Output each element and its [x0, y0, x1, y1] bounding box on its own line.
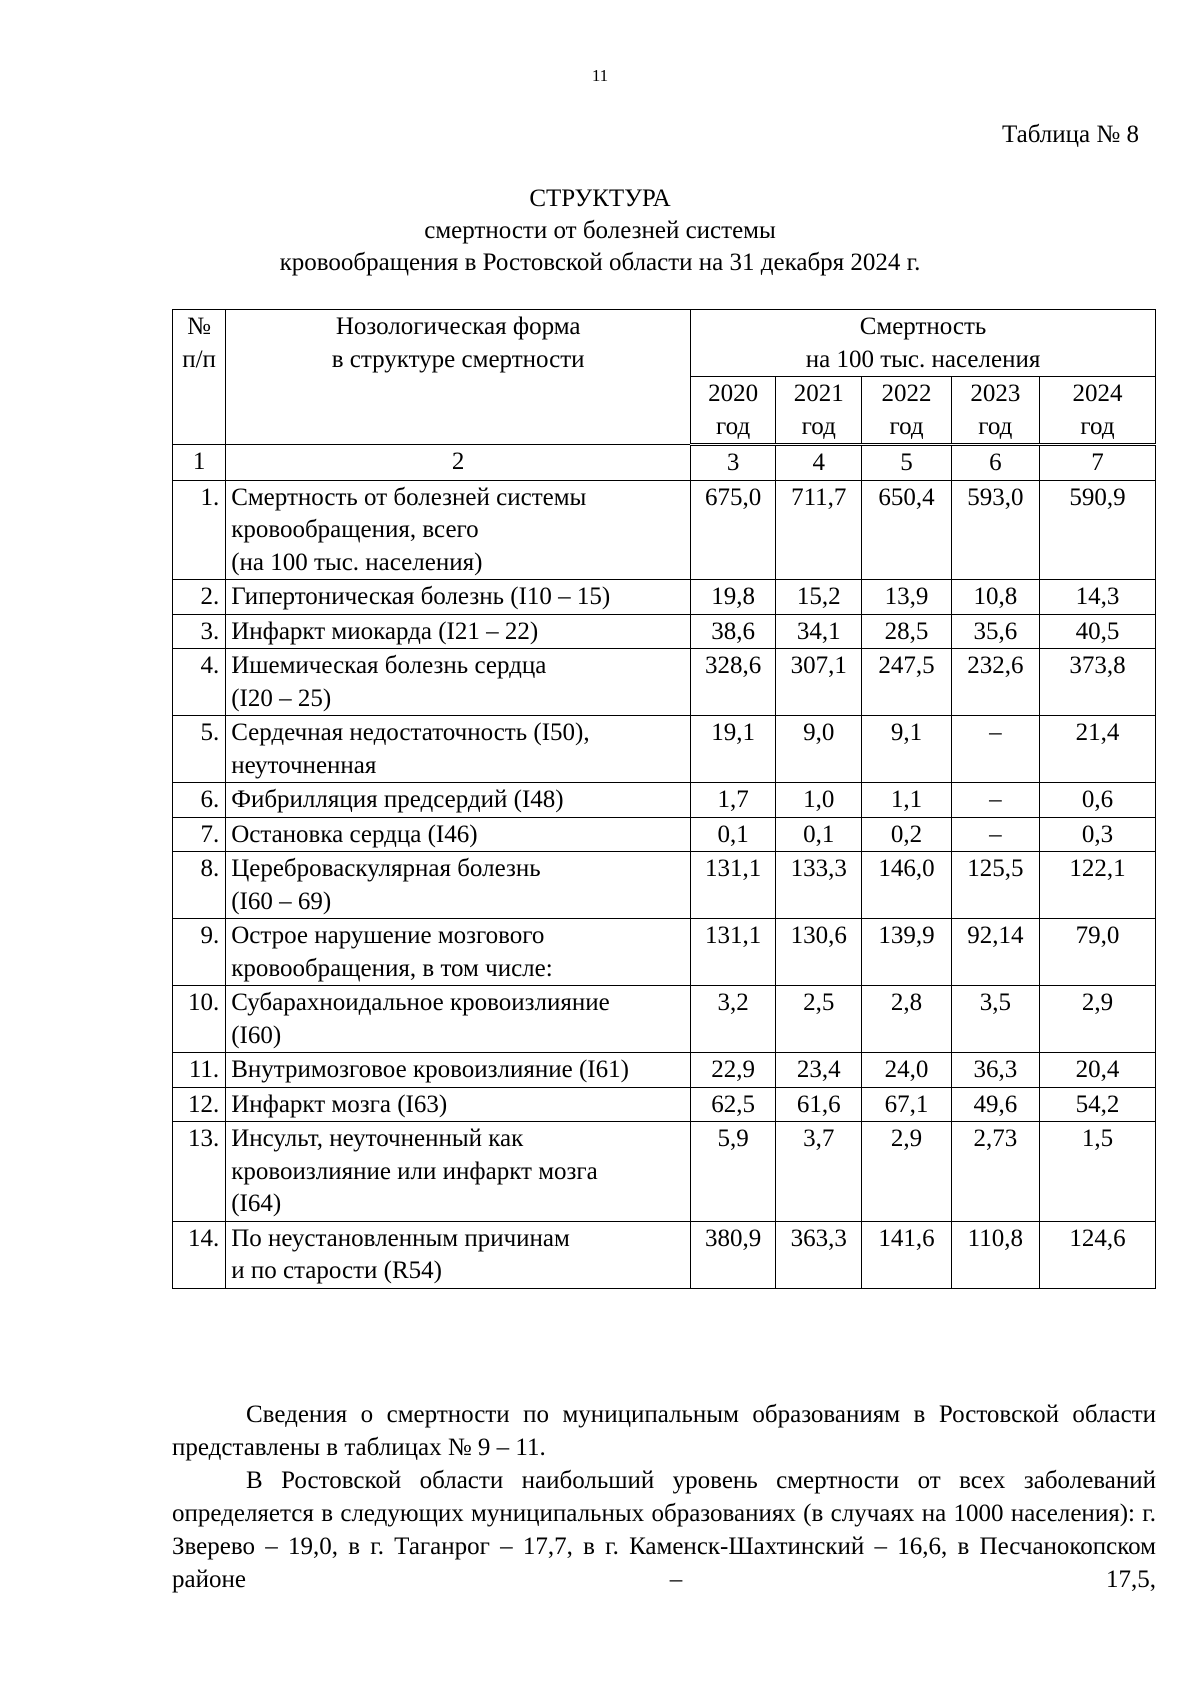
row-name [226, 1122, 691, 1222]
header-year: 2021 [793, 380, 844, 407]
header-mortality-line-1: Смертность [859, 313, 987, 340]
value-cell: 110,8 [951, 1221, 1039, 1288]
value-cell: 131,1 [691, 852, 776, 919]
value-cell: 130,6 [776, 919, 862, 986]
table-row [173, 783, 1156, 818]
value-cell: 1,1 [862, 783, 951, 818]
value-cell: 9,1 [862, 716, 951, 783]
value-cell: 54,2 [1039, 1087, 1155, 1122]
row-name-line: Остановка сердца (I46) [231, 820, 478, 848]
row-name-line: кровоизлияние или инфаркт мозга [231, 1157, 598, 1185]
value-cell: 3,2 [691, 986, 776, 1053]
value-cell: 24,0 [862, 1053, 951, 1088]
row-number: 13. [173, 1122, 226, 1222]
row-name-line: (I64) [231, 1190, 282, 1217]
row-name [226, 1053, 691, 1088]
value-cell: 593,0 [951, 480, 1039, 580]
row-number: 5. [173, 716, 226, 783]
header-year-unit: год [889, 412, 924, 440]
value-cell: 0,2 [862, 817, 951, 852]
value-cell: 590,9 [1039, 480, 1155, 580]
column-number: 7 [1039, 445, 1155, 481]
value-cell: – [951, 817, 1039, 852]
mortality-table [172, 309, 1156, 1289]
row-number: 9. [173, 919, 226, 986]
column-number: 4 [776, 445, 862, 481]
row-number: 4. [173, 649, 226, 716]
value-cell: 122,1 [1039, 852, 1155, 919]
table-row [173, 852, 1156, 919]
value-cell: 0,6 [1039, 783, 1155, 818]
value-cell: 15,2 [776, 580, 862, 615]
row-number: 6. [173, 783, 226, 818]
row-name-line: Сердечная недостаточность (I50), [231, 719, 590, 746]
value-cell: 131,1 [691, 919, 776, 986]
row-name-line: (I20 – 25) [231, 684, 332, 712]
value-cell: 373,8 [1039, 649, 1155, 716]
value-cell: 124,6 [1039, 1221, 1155, 1288]
value-cell: 3,7 [776, 1122, 862, 1222]
value-cell: 13,9 [862, 580, 951, 615]
value-cell: 675,0 [691, 480, 776, 580]
table-row [173, 580, 1156, 615]
table-row [173, 1087, 1156, 1122]
row-name [226, 716, 691, 783]
header-year-unit: год [1080, 412, 1115, 440]
row-name [226, 649, 691, 716]
table-row [173, 614, 1156, 649]
value-cell: 0,1 [776, 817, 862, 852]
column-number: 3 [691, 445, 776, 481]
value-cell: 363,3 [776, 1221, 862, 1288]
table-row [173, 817, 1156, 852]
row-name [226, 1087, 691, 1122]
row-name [226, 919, 691, 986]
value-cell: – [951, 716, 1039, 783]
value-cell: 19,8 [691, 580, 776, 615]
table-label: Таблица № 8 [1001, 121, 1139, 148]
header-form-line-2: в структуре смертности [331, 345, 585, 373]
row-number: 3. [173, 614, 226, 649]
column-number: 5 [862, 445, 951, 481]
value-cell: 35,6 [951, 614, 1039, 649]
value-cell: 5,9 [691, 1122, 776, 1222]
row-name [226, 783, 691, 818]
value-cell: 2,9 [862, 1122, 951, 1222]
header-form [226, 310, 691, 445]
row-name-line: Острое нарушение мозгового [231, 922, 545, 949]
row-number: 1. [173, 480, 226, 580]
row-name-line: и по старости (R54) [231, 1257, 442, 1284]
value-cell: 139,9 [862, 919, 951, 986]
row-number: 8. [173, 852, 226, 919]
row-name-line: (на 100 тыс. населения) [231, 548, 483, 576]
value-cell: 0,3 [1039, 817, 1155, 852]
row-name-line: (I60 – 69) [231, 887, 332, 915]
row-name [226, 580, 691, 615]
row-name [226, 1221, 691, 1288]
row-name [226, 852, 691, 919]
row-name-line: Фибрилляция предсердий (I48) [231, 786, 564, 813]
value-cell: 328,6 [691, 649, 776, 716]
column-number: 1 [173, 445, 226, 481]
header-year-cell [951, 377, 1039, 445]
value-cell: 1,7 [691, 783, 776, 818]
row-number: 2. [173, 580, 226, 615]
value-cell: 2,5 [776, 986, 862, 1053]
row-name-line: По неустановленным причинам [231, 1224, 570, 1252]
value-cell: 49,6 [951, 1087, 1039, 1122]
row-name-line: Внутримозговое кровоизлияние (I61) [231, 1056, 629, 1083]
header-num-line-2: п/п [182, 345, 216, 373]
table-row [173, 1053, 1156, 1088]
header-year: 2020 [708, 380, 759, 407]
value-cell: 711,7 [776, 480, 862, 580]
header-year-unit: год [716, 412, 751, 440]
value-cell: 307,1 [776, 649, 862, 716]
column-numbers-row [173, 445, 1156, 481]
row-name-line: Инфаркт мозга (I63) [231, 1090, 448, 1118]
value-cell: 141,6 [862, 1221, 951, 1288]
title-line-3: кровообращения в Ростовской области на 31 декабря 2024 г. [279, 249, 921, 276]
title-line-2: смертности от болезней системы [424, 217, 776, 244]
value-cell: 247,5 [862, 649, 951, 716]
title-line-1: СТРУКТУРА [529, 185, 671, 212]
table-row [173, 480, 1156, 580]
row-name-line: Гипертоническая болезнь (I10 – 15) [231, 583, 611, 610]
row-number: 12. [173, 1087, 226, 1122]
row-name-line: кровообращения, всего [231, 516, 479, 543]
value-cell: 19,1 [691, 716, 776, 783]
value-cell: 21,4 [1039, 716, 1155, 783]
row-name-line: неуточненная [231, 751, 377, 779]
header-form-line-1: Нозологическая форма [335, 313, 581, 340]
value-cell: 67,1 [862, 1087, 951, 1122]
value-cell: 79,0 [1039, 919, 1155, 986]
table-row [173, 1122, 1156, 1222]
value-cell: 92,14 [951, 919, 1039, 986]
value-cell: 133,3 [776, 852, 862, 919]
value-cell: 38,6 [691, 614, 776, 649]
row-name-line: Смертность от болезней системы [231, 483, 587, 511]
row-name [226, 817, 691, 852]
value-cell: 9,0 [776, 716, 862, 783]
value-cell: 22,9 [691, 1053, 776, 1088]
value-cell: 40,5 [1039, 614, 1155, 649]
table-row [173, 716, 1156, 783]
value-cell: 0,1 [691, 817, 776, 852]
header-year: 2023 [970, 380, 1021, 407]
row-name-line: Субарахноидальное кровоизлияние [231, 989, 610, 1016]
value-cell: 125,5 [951, 852, 1039, 919]
value-cell: 28,5 [862, 614, 951, 649]
row-number: 11. [173, 1053, 226, 1088]
row-name [226, 614, 691, 649]
row-name-line: Цереброваскулярная болезнь [231, 855, 541, 882]
value-cell: 23,4 [776, 1053, 862, 1088]
value-cell: 380,9 [691, 1221, 776, 1288]
row-name-line: (I60) [231, 1021, 282, 1049]
value-cell: 1,5 [1039, 1122, 1155, 1222]
row-number: 10. [173, 986, 226, 1053]
row-name-line: Инфаркт миокарда (I21 – 22) [231, 617, 539, 645]
header-num-line-1: № [187, 313, 212, 340]
value-cell: 146,0 [862, 852, 951, 919]
value-cell: 650,4 [862, 480, 951, 580]
value-cell: 1,0 [776, 783, 862, 818]
value-cell: 20,4 [1039, 1053, 1155, 1088]
table-row [173, 919, 1156, 986]
value-cell: 2,73 [951, 1122, 1039, 1222]
column-number: 6 [951, 445, 1039, 481]
header-row-1 [173, 310, 1156, 377]
paragraph-1: Сведения о смертности по муниципальным образованиям в Ростовской области представлены в таблицах № 9 – 11. [172, 1401, 1156, 1461]
value-cell: 3,5 [951, 986, 1039, 1053]
value-cell: 14,3 [1039, 580, 1155, 615]
paragraph-2: В Ростовской области наибольший уровень смертности от всех заболеваний определяется в следующих муниципальных образованиях (в случаях на 1000 населения): г. Зверево – 19,0, в г. Таганрог – 17,7, в г. Каменск-Шахтинский – 16,6, в Песчанокопском районе – 17,5, [172, 1467, 1156, 1593]
value-cell: 10,8 [951, 580, 1039, 615]
header-year: 2022 [881, 380, 932, 407]
row-name-line: Инсульт, неуточненный как [231, 1125, 524, 1152]
header-num [173, 310, 226, 445]
header-year-cell [691, 377, 776, 445]
header-year: 2024 [1072, 380, 1123, 407]
header-year-cell [776, 377, 862, 445]
row-number: 7. [173, 817, 226, 852]
row-number: 14. [173, 1221, 226, 1288]
header-year-unit: год [978, 412, 1013, 440]
row-name-line: Ишемическая болезнь сердца [231, 652, 547, 679]
header-year-cell [862, 377, 951, 445]
column-number: 2 [226, 445, 691, 481]
row-name-line: кровообращения, в том числе: [231, 954, 553, 982]
header-mortality [691, 310, 1156, 377]
header-mortality-line-2: на 100 тыс. населения [805, 345, 1041, 373]
value-cell: 2,9 [1039, 986, 1155, 1053]
value-cell: 62,5 [691, 1087, 776, 1122]
row-name [226, 986, 691, 1053]
value-cell: 34,1 [776, 614, 862, 649]
header-year-cell [1039, 377, 1155, 445]
table-row [173, 1221, 1156, 1288]
header-year-unit: год [801, 412, 836, 440]
table-row [173, 986, 1156, 1053]
page-number: 11 [591, 66, 609, 85]
value-cell: – [951, 783, 1039, 818]
table-title [0, 183, 1200, 279]
value-cell: 232,6 [951, 649, 1039, 716]
row-name [226, 480, 691, 580]
value-cell: 2,8 [862, 986, 951, 1053]
value-cell: 36,3 [951, 1053, 1039, 1088]
table-row [173, 649, 1156, 716]
value-cell: 61,6 [776, 1087, 862, 1122]
